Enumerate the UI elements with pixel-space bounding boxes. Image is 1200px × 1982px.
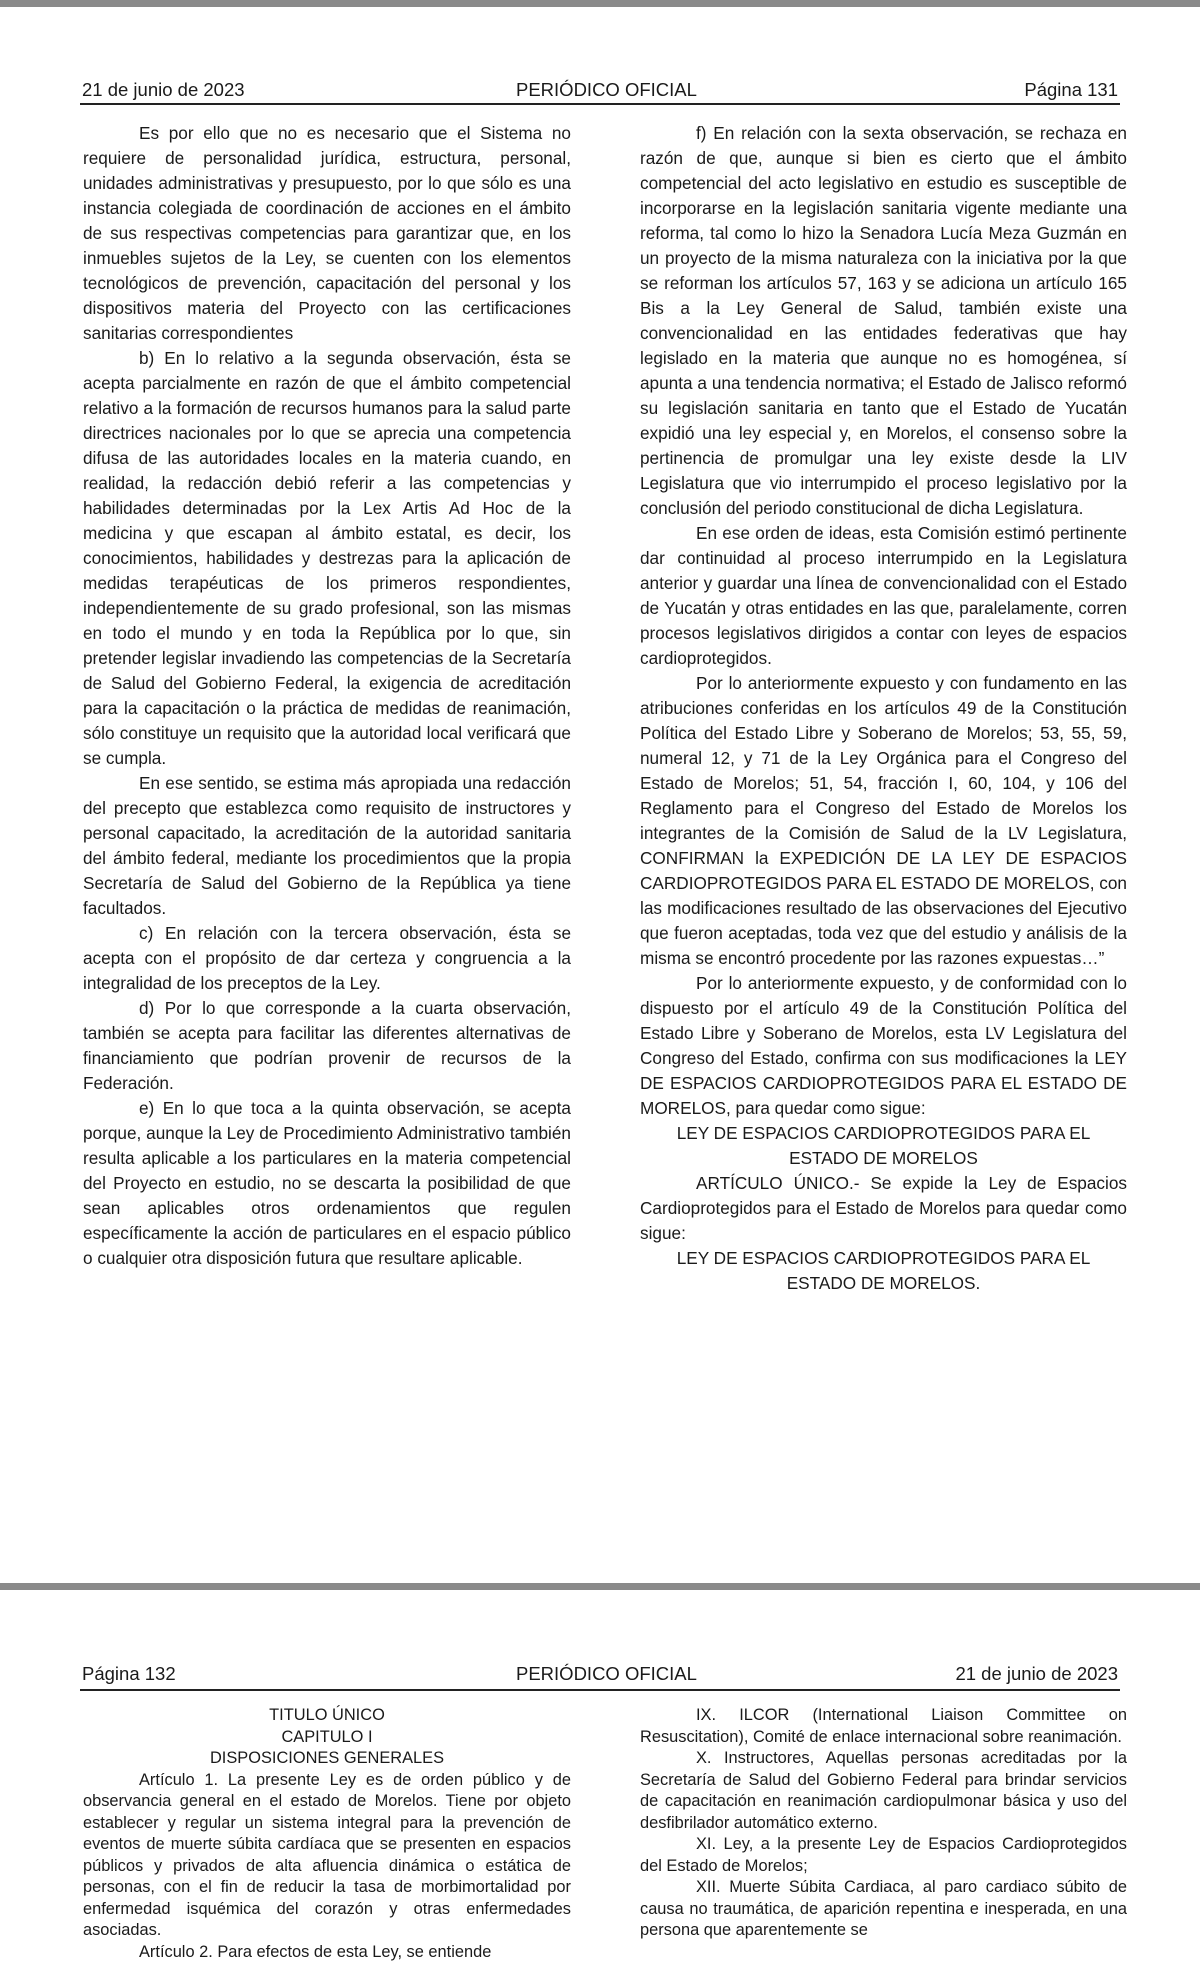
header-title: PERIÓDICO OFICIAL [516, 79, 697, 100]
left-column [83, 121, 571, 1271]
header-rule [80, 103, 1120, 105]
law-title: LEY DE ESPACIOS CARDIOPROTEGIDOS PARA EL ESTADO DE MORELOS [676, 1123, 1091, 1168]
right-column [640, 1705, 1127, 1942]
heading-section: DISPOSICIONES GENERALES [209, 1749, 445, 1767]
definition-item: XI. Ley, a la presente Ley de Espacios Cardioprotegidos del Estado de Morelos; [640, 1835, 1127, 1875]
paragraph: e) En lo que toca a la quinta observación, se acepta porque, aunque la Ley de Procedimiento Administrativo también resulta aplicable a los particulares en la materia competencial del Proyecto en estudio, no se descarta la posibilidad de que sean aplicables otros ordenamientos que regulen específicamente la acción de particulares en el espacio público o cualquier otra disposición futura que resultare aplicable. [83, 1098, 571, 1268]
header-rule [80, 1689, 1120, 1691]
page-header [80, 1663, 1120, 1691]
left-column [83, 1705, 571, 1963]
definition-item: XII. Muerte Súbita Cardiaca, al paro cardiaco súbito de causa no traumática, de aparición repentina e inesperada, en una persona que aparentemente se [640, 1878, 1127, 1939]
paragraph: En ese orden de ideas, esta Comisión estimó pertinente dar continuidad al proceso interrumpido en la Legislatura anterior y guardar una línea de convencionalidad con el Estado de Yucatán y otras entidades en las que, paralelamente, corren procesos legislativos dirigidos a contar con leyes de espacios cardioprotegidos. [640, 523, 1127, 668]
article-paragraph: Artículo 1. La presente Ley es de orden público y de observancia general en el estado de Morelos. Tiene por objeto establecer y regular un sistema integral para la prevención de eventos de muerte súbita cardíaca que se presenten en espacios públicos y privados de alta afluencia dinámica o estática de personas, con el fin de reducir la tasa de morbimortalidad por enfermedad isquémica del corazón y otras enfermedades asociadas. [83, 1770, 571, 1939]
right-column [640, 121, 1127, 1296]
heading-title: TITULO ÚNICO [269, 1706, 385, 1724]
article-paragraph: Artículo 2. Para efectos de esta Ley, se entiende [139, 1942, 492, 1961]
paragraph: d) Por lo que corresponde a la cuarta observación, también se acepta para facilitar las diferentes alternativas de financiamiento que podrían provenir de recursos de la Federación. [83, 998, 571, 1093]
paragraph: En ese sentido, se estima más apropiada una redacción del precepto que establezca como requisito de instructores y personal capacitado, la acreditación de la autoridad sanitaria del ámbito federal, mediante los procedimientos que la propia Secretaría de Salud del Gobierno de la República ya tiene facultados. [83, 773, 571, 918]
header-title: PERIÓDICO OFICIAL [516, 1663, 697, 1684]
page-separator [0, 1583, 1200, 1590]
paragraph: b) En lo relativo a la segunda observación, ésta se acepta parcialmente en razón de que el ámbito competencial relativo a la formación de recursos humanos para la salud parte directrices nacionales por lo que se aprecia una competencia difusa de las autoridades locales en la materia cuando, en realidad, la redacción debió referir a las competencias y habilidades determinadas por la Lex Artis Ad Hoc de la medicina y que escapan al ámbito estatal, es decir, los conocimientos, habilidades y destrezas para la aplicación de medidas terapéuticas de los primeros respondientes, independientemente de su grado profesional, son las mismas en todo el mundo y en toda la República por lo que, sin pretender legislar invadiendo las competencias de la Secretaría de Salud del Gobierno Federal, la exigencia de acreditación para la capacitación o la práctica de medidas de reanimación, sólo constituye un requisito que la autoridad local verificará que se cumpla. [83, 348, 571, 768]
article-unico: ARTÍCULO ÚNICO.- Se expide la Ley de Espacios Cardioprotegidos para el Estado de Morelos para quedar como sigue: [640, 1173, 1127, 1243]
paragraph: Es por ello que no es necesario que el Sistema no requiere de personalidad jurídica, estructura, personal, unidades administrativas y presupuesto, por lo que sólo es una instancia colegiada de coordinación de acciones en el ámbito de sus respectivas competencias para garantizar que, en los inmuebles sujetos de la Ley, se cuenten con los elementos tecnológicos de prevención, capacitación del personal y los dispositivos materia del Proyecto con las certificaciones sanitarias correspondientes [83, 123, 571, 343]
definition-item: IX. ILCOR (International Liaison Committee on Resuscitation), Comité de enlace internacional sobre reanimación. [640, 1706, 1127, 1746]
header-date: 21 de junio de 2023 [82, 79, 245, 100]
law-title: LEY DE ESPACIOS CARDIOPROTEGIDOS PARA EL ESTADO DE MORELOS. [676, 1248, 1091, 1293]
paragraph: Por lo anteriormente expuesto y con fundamento en las atribuciones conferidas en los artículos 49 de la Constitución Política del Estado Libre y Soberano de Morelos; 53, 55, 59, numeral 12, y 71 de la Ley Orgánica para el Congreso del Estado de Morelos; 51, 54, fracción I, 60, 104, y 106 del Reglamento para el Congreso del Estado de Morelos los integrantes de la Comisión de Salud de la LV Legislatura, CONFIRMAN la EXPEDICIÓN DE LA LEY DE ESPACIOS CARDIOPROTEGIDOS PARA EL ESTADO DE MORELOS, con las modificaciones resultado de las observaciones del Ejecutivo que fueron aceptadas, toda vez que del estudio y análisis de la misma se encontró procedente por las razones expuestas…” [640, 673, 1127, 968]
top-page-border [0, 0, 1200, 7]
header-date: 21 de junio de 2023 [955, 1663, 1118, 1684]
header-page-number: Página 131 [1024, 79, 1118, 100]
definition-item: X. Instructores, Aquellas personas acreditadas por la Secretaría de Salud del Gobierno Federal para brindar servicios de capacitación en reanimación cardiopulmonar básica y uso del desfibrilador automático externo. [640, 1749, 1127, 1832]
paragraph: f) En relación con la sexta observación, se rechaza en razón de que, aunque si bien es cierto que el ámbito competencial del acto legislativo en estudio es susceptible de incorporarse en la legislación sanitaria vigente mediante una reforma, tal como lo hizo la Senadora Lucía Meza Guzmán en un proyecto de la misma naturaleza con la iniciativa por la que se reforman los artículos 57, 163 y se adiciona un artículo 165 Bis a la Ley General de Salud, también existe una convencionalidad en las entidades federativas que hay legislado en la materia que aunque no es homogénea, sí apunta a una tendencia normativa; el Estado de Jalisco reformó su legislación sanitaria en tanto que el Estado de Yucatán expidió una ley especial y, en Morelos, el consenso sobre la pertinencia de promulgar una ley existe desde la LIV Legislatura que vio interrumpido el proceso legislativo por la conclusión del periodo constitucional de dicha Legislatura. [640, 123, 1127, 518]
header-page-number: Página 132 [82, 1663, 176, 1684]
paragraph: Por lo anteriormente expuesto, y de conformidad con lo dispuesto por el artículo 49 de la Constitución Política del Estado Libre y Soberano de Morelos, esta LV Legislatura del Congreso del Estado, confirma con sus modificaciones la LEY DE ESPACIOS CARDIOPROTEGIDOS PARA EL ESTADO DE MORELOS, para quedar como sigue: [640, 973, 1127, 1118]
heading-chapter: CAPITULO I [281, 1727, 373, 1746]
paragraph: c) En relación con la tercera observación, ésta se acepta con el propósito de dar certeza y congruencia a la integralidad de los preceptos de la Ley. [83, 923, 571, 993]
